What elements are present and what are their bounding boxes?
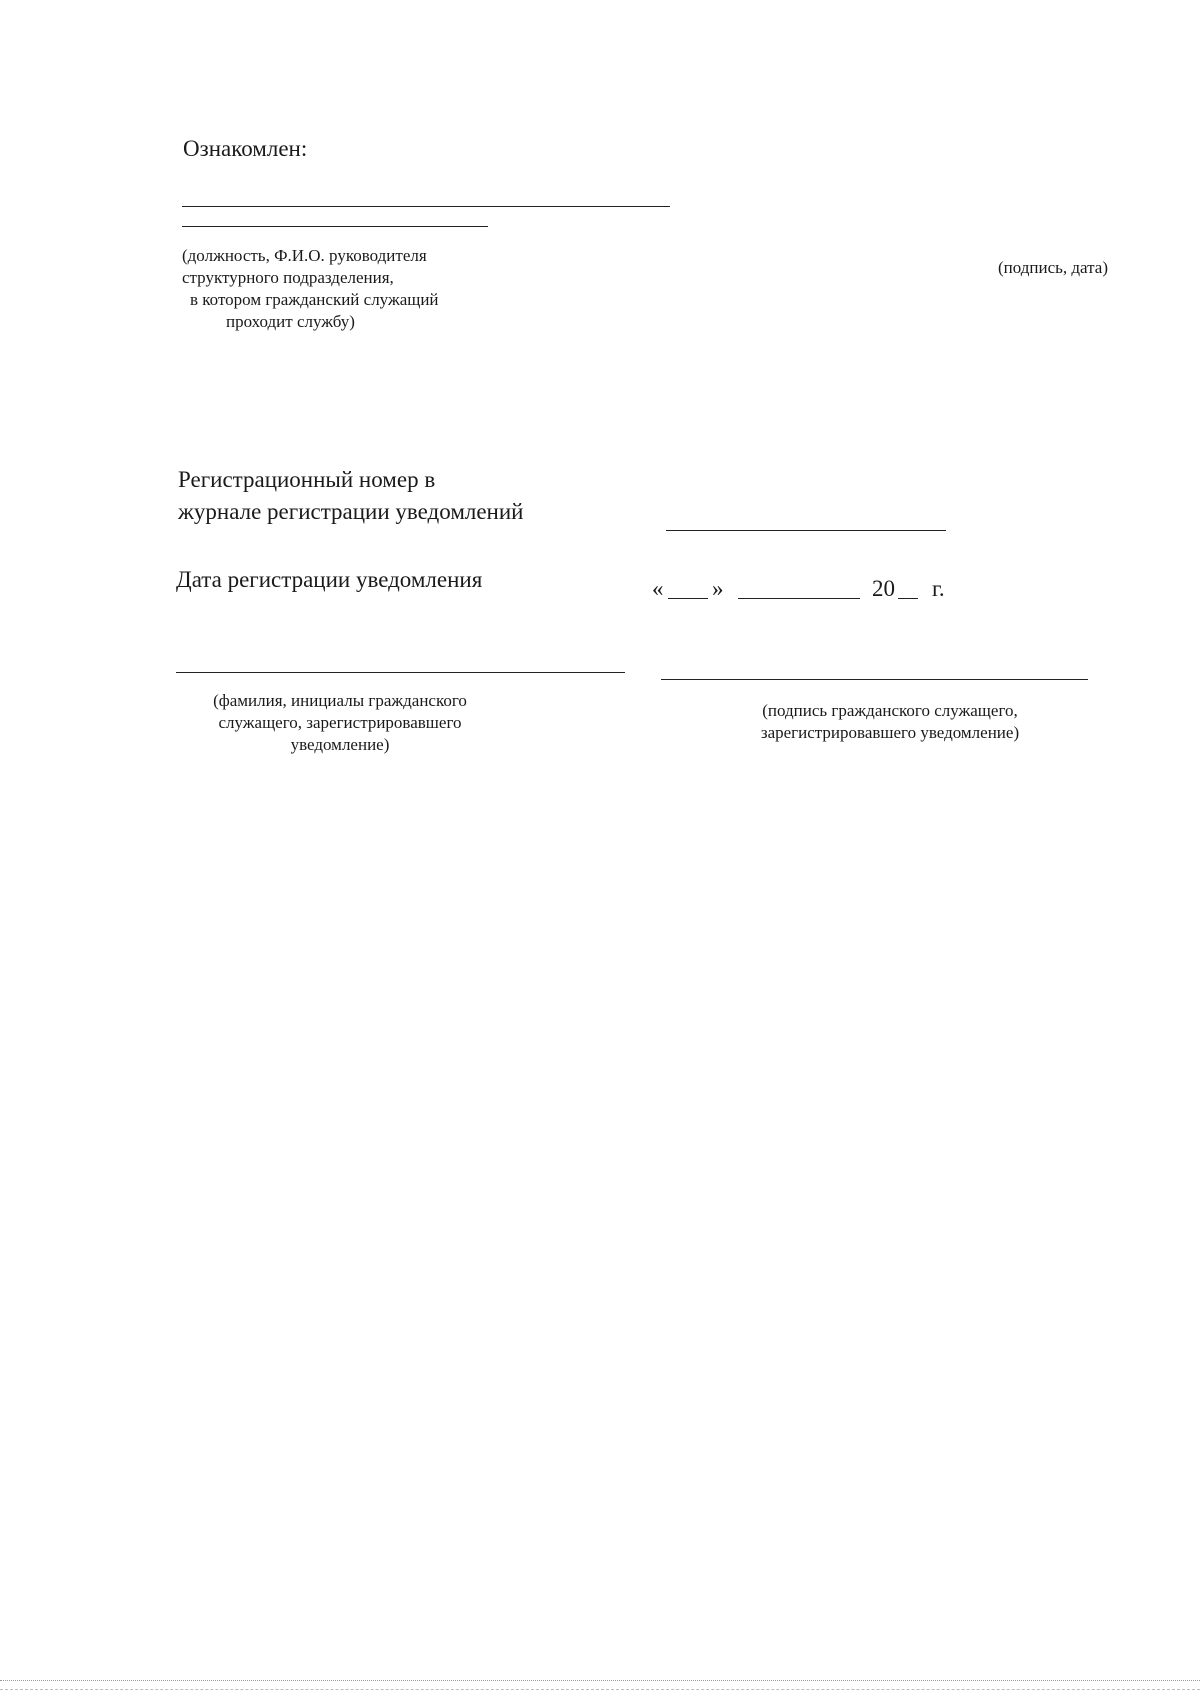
registration-number-label-line-1: Регистрационный номер в [178, 467, 436, 492]
caption-line: (подпись гражданского служащего, [762, 701, 1018, 720]
caption-line: (должность, Ф.И.О. руководителя [182, 246, 427, 265]
registration-date-field [652, 574, 972, 608]
registration-number-line [666, 530, 946, 531]
acknowledged-label: Ознакомлен: [183, 136, 308, 161]
caption-line: (фамилия, инициалы гражданского [213, 691, 467, 710]
registration-date-label: Дата регистрации уведомления [176, 567, 483, 592]
caption-line: зарегистрировавшего уведомление) [760, 723, 1020, 742]
acknowledged-position-line-1 [182, 206, 670, 207]
registrar-signature-caption [700, 700, 1080, 744]
registrar-name-caption [170, 690, 510, 756]
date-year-prefix: 20 [872, 576, 895, 601]
date-year-suffix: г. [932, 576, 945, 601]
registrar-name-line [176, 672, 625, 673]
caption-line: структурного подразделения, [182, 268, 394, 287]
caption-line: уведомление) [290, 735, 390, 754]
caption-line: в котором гражданский служащий [190, 290, 439, 309]
date-close-quote: » [712, 576, 724, 601]
date-day-blank [668, 598, 708, 599]
registration-number-label-line-2: журнале регистрации уведомлений [178, 499, 524, 524]
scan-edge-line [0, 1680, 1200, 1681]
scan-edge-line [0, 1689, 1200, 1690]
date-year-blank [898, 598, 918, 599]
date-month-blank [738, 598, 860, 599]
acknowledged-position-line-2 [182, 226, 488, 227]
caption-line: проходит службу) [226, 312, 355, 331]
acknowledged-signature-caption: (подпись, дата) [998, 258, 1109, 277]
caption-line: служащего, зарегистрировавшего [218, 713, 462, 732]
acknowledged-position-caption [182, 245, 512, 333]
registrar-signature-line [661, 679, 1088, 680]
date-open-quote: « [652, 576, 664, 601]
